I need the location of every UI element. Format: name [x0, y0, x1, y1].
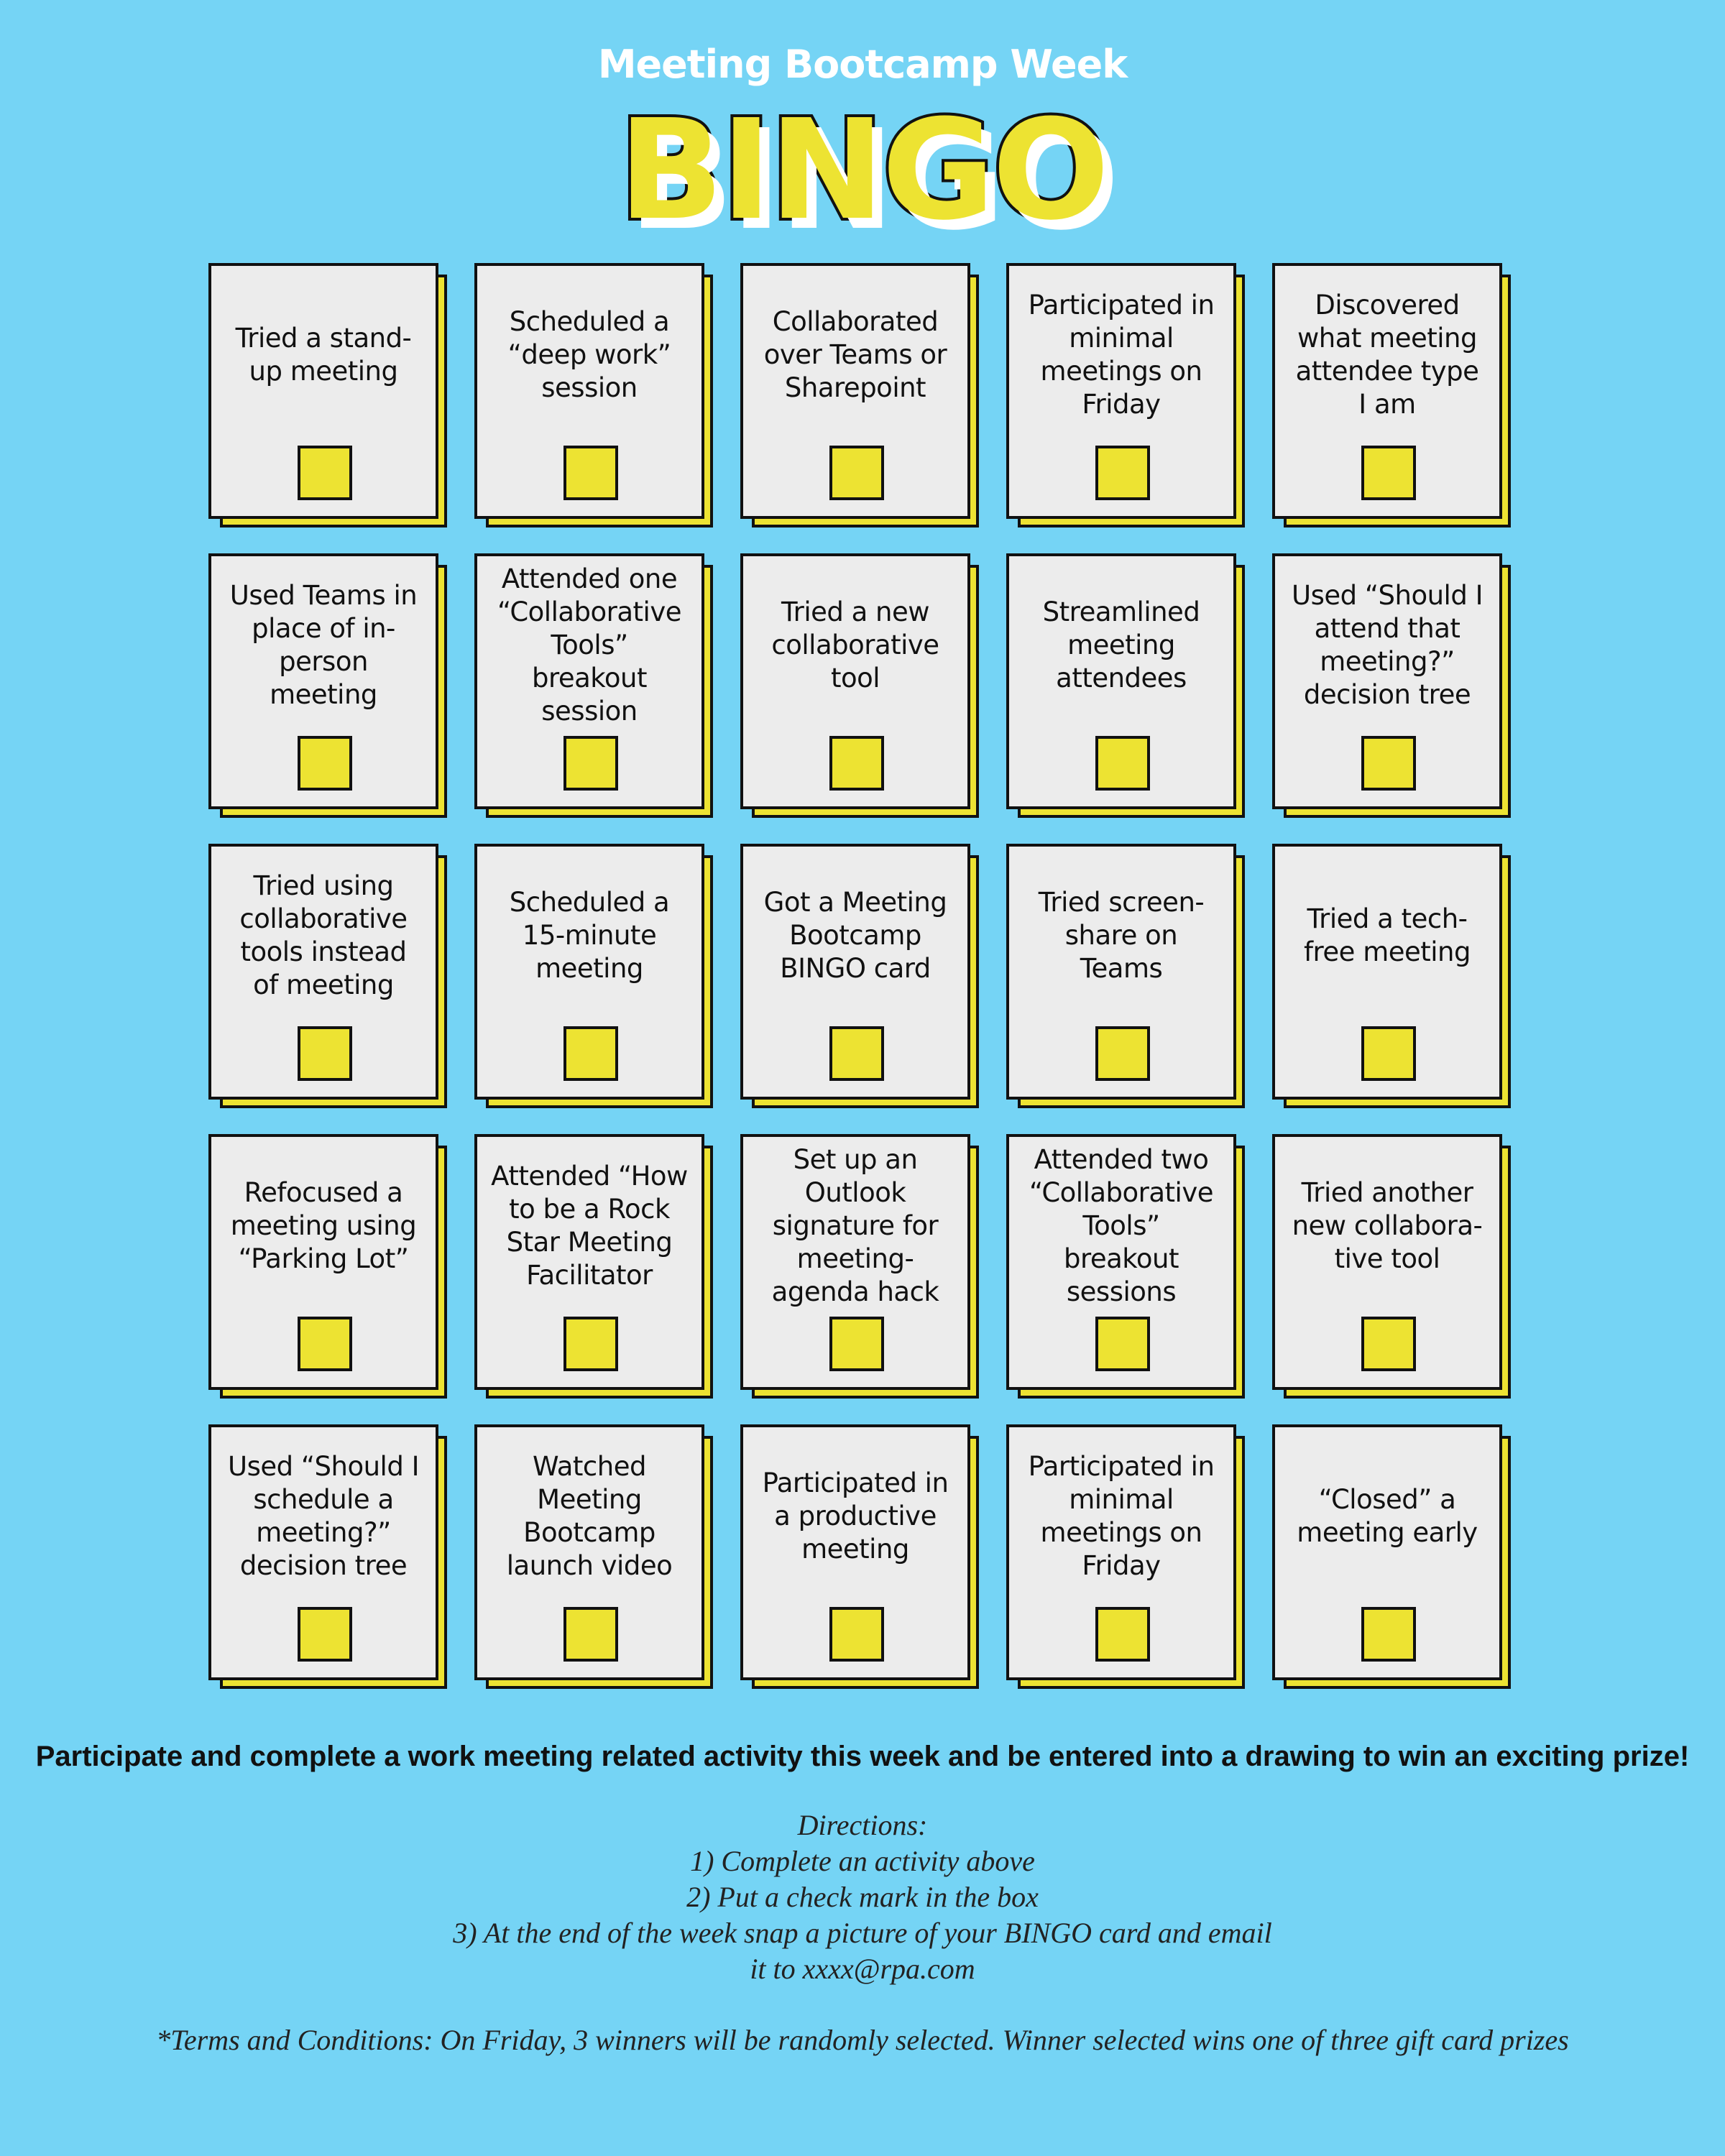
checkbox[interactable] [1095, 1607, 1150, 1662]
checkbox[interactable] [564, 1607, 618, 1662]
checkbox[interactable] [564, 1026, 618, 1081]
checkbox[interactable] [1095, 446, 1150, 500]
checkbox[interactable] [1361, 1317, 1416, 1371]
square-label: Watched Meeting Bootcamp launch video [506, 1451, 673, 1581]
bingo-board [208, 263, 1517, 1693]
page-title: BINGO [618, 91, 1107, 251]
direction-step: 3) At the end of the week snap a picture of your BINGO card and email [453, 1917, 1272, 1949]
checkbox[interactable] [1361, 1026, 1416, 1081]
bingo-square [474, 263, 704, 519]
square-label: “Closed” a meeting early [1297, 1484, 1478, 1548]
checkbox[interactable] [298, 446, 352, 500]
checkbox[interactable] [1095, 1026, 1150, 1081]
checkbox[interactable] [829, 736, 884, 791]
checkbox[interactable] [829, 1026, 884, 1081]
square-label: Attended one “Collaborative Tools” breakout session [497, 563, 681, 727]
square-label: Discovered what meeting attendee type I am [1295, 290, 1479, 420]
checkbox[interactable] [564, 446, 618, 500]
square-label: Participated in minimal meetings on Friday [1028, 1451, 1215, 1581]
direction-step: it to xxxx@rpa.com [750, 1953, 975, 1985]
checkbox[interactable] [564, 1317, 618, 1371]
square-label: Tried a new collaborative tool [771, 596, 939, 694]
square-label: Scheduled a 15-minute meeting [509, 887, 670, 984]
square-label: Tried a stand-up meeting [235, 323, 412, 387]
square-label: Got a Meeting Bootcamp BINGO card [763, 887, 947, 984]
square-label: Attended two “Collaborative Tools” breakout sessions [1029, 1144, 1213, 1307]
bingo-square [1006, 1134, 1236, 1390]
square-label: Refocused a meeting using “Parking Lot” [230, 1177, 417, 1274]
bingo-square [474, 1134, 704, 1390]
square-label: Streamlined meeting attendees [1042, 596, 1200, 694]
directions [0, 1807, 1725, 1987]
checkbox[interactable] [1095, 1317, 1150, 1371]
square-label: Tried another new collabora-tive tool [1292, 1177, 1483, 1274]
bingo-square [740, 1424, 970, 1680]
checkbox[interactable] [829, 446, 884, 500]
directions-title: Directions: [797, 1809, 928, 1841]
bingo-square [1272, 263, 1502, 519]
bingo-square [1006, 553, 1236, 809]
square-label: Used “Should I attend that meeting?” decision tree [1291, 580, 1483, 710]
bingo-square [1272, 1134, 1502, 1390]
checkbox[interactable] [564, 736, 618, 791]
bingo-square [1006, 263, 1236, 519]
page-subtitle: Meeting Bootcamp Week [597, 42, 1128, 87]
square-label: Participated in a productive meeting [762, 1468, 949, 1565]
bingo-square [740, 844, 970, 1100]
bingo-square [208, 263, 438, 519]
bingo-square [1272, 1424, 1502, 1680]
checkbox[interactable] [829, 1607, 884, 1662]
direction-step: 1) Complete an activity above [690, 1845, 1035, 1877]
direction-step: 2) Put a check mark in the box [686, 1881, 1039, 1913]
bingo-square [208, 553, 438, 809]
checkbox[interactable] [1361, 446, 1416, 500]
square-label: Participated in minimal meetings on Friday [1028, 290, 1215, 420]
square-label: Used “Should I schedule a meeting?” decision tree [227, 1451, 419, 1581]
bingo-square [474, 844, 704, 1100]
square-label: Set up an Outlook signature for meeting-agenda hack [771, 1144, 939, 1307]
square-label: Tried screen-share on Teams [1038, 887, 1205, 984]
promo-text: Participate and complete a work meeting related activity this week and be entered into a drawing to win an exciting prize! [35, 1741, 1690, 1772]
bingo-square [208, 844, 438, 1100]
bingo-square [474, 1424, 704, 1680]
bingo-square [1006, 1424, 1236, 1680]
checkbox[interactable] [298, 1026, 352, 1081]
checkbox[interactable] [1361, 736, 1416, 791]
bingo-square [1272, 844, 1502, 1100]
square-label: Attended “How to be a Rock Star Meeting Facilitator [491, 1161, 688, 1291]
square-label: Tried using collaborative tools instead of meeting [239, 870, 408, 1000]
checkbox[interactable] [298, 1607, 352, 1662]
square-label: Used Teams in place of in-person meeting [229, 580, 418, 710]
terms-text: *Terms and Conditions: On Friday, 3 winners will be randomly selected. Winner selected wins one of three gift card prizes [156, 2024, 1569, 2056]
bingo-square [474, 553, 704, 809]
bingo-square [1272, 553, 1502, 809]
checkbox[interactable] [1095, 736, 1150, 791]
square-label: Tried a tech-free meeting [1303, 903, 1471, 967]
bingo-square [1006, 844, 1236, 1100]
square-label: Scheduled a “deep work” session [507, 306, 671, 403]
checkbox[interactable] [1361, 1607, 1416, 1662]
square-label: Collaborated over Teams or Sharepoint [763, 306, 947, 403]
bingo-square [740, 1134, 970, 1390]
bingo-square [740, 553, 970, 809]
bingo-square [740, 263, 970, 519]
checkbox[interactable] [829, 1317, 884, 1371]
bingo-square [208, 1134, 438, 1390]
checkbox[interactable] [298, 736, 352, 791]
bingo-square [208, 1424, 438, 1680]
checkbox[interactable] [298, 1317, 352, 1371]
